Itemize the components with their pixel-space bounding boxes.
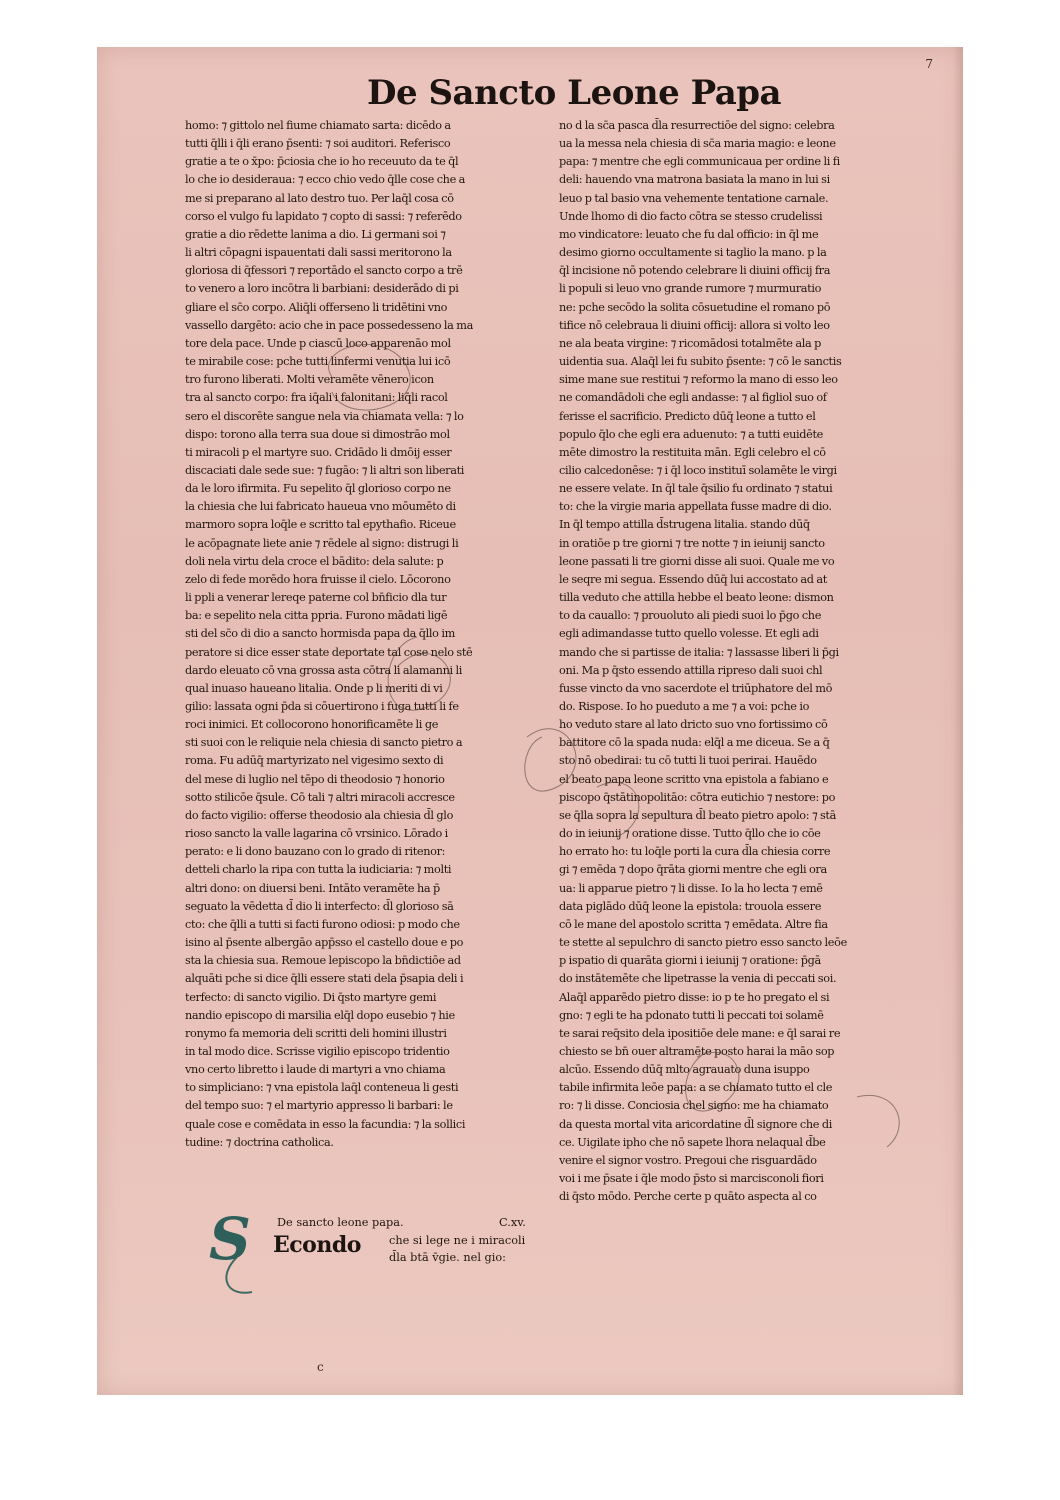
text-line: vno certo libretto i laude di martyri a vno chiama (185, 1063, 446, 1077)
text-line: gno: ⁊ egli te ha pdonato tutti li peccati toi solamē (559, 1008, 824, 1022)
chapter-number: C.xv. (499, 1216, 526, 1229)
text-line: p ispatio di quarāta giorni i ieiunij ⁊ oratione: p̄gā (559, 954, 821, 968)
text-line: to da cauallo: ⁊ prouoluto ali piedi suoi lo p̄go che (559, 609, 822, 623)
text-line: del tempo suo: ⁊ el martyrio appresso li barbari: le (185, 1099, 453, 1113)
text-line: tilla veduto che attilla hebbe el beato leone: dismon (559, 591, 834, 605)
text-line: peratore si dice esser state deportate tal cose nelo stē (185, 645, 473, 659)
text-line: mo vindicatore: leuato che fu dal officio: in q̄l me (559, 227, 819, 241)
text-line: q̄l incisione nō potendo celebrare li diuini officij fra (559, 264, 831, 278)
text-line: sto nō obedirai: tu cō tutti li tuoi perirai. Hauēdo (559, 754, 817, 768)
text-line: in oratiōe p tre giorni ⁊ tre notte ⁊ in ieiunij sancto (559, 536, 825, 550)
text-line: ronymo fa memoria deli scritti deli homini illustri (185, 1026, 447, 1040)
text-line: tra al sancto corpo: fra iq̄ali i falonitani: liq̄li racol (185, 391, 448, 405)
text-line: ro: ⁊ li disse. Conciosia chel signo: me ha chiamato (559, 1099, 829, 1113)
text-line: Alaq̄l apparēdo pietro disse: io p te ho pregato el si (559, 990, 830, 1004)
text-line: mando che si partisse de italia: ⁊ lassasse liberi li p̄gi (559, 645, 839, 659)
text-line: gratie a dio rēdette lanima a dio. Li germani soi ⁊ (185, 227, 446, 241)
text-line: ne essere velate. In q̄l tale q̄silio fu ordinato ⁊ statui (559, 482, 833, 496)
text-line: sti del sc̄o di dio a sancto hormisda papa da q̄llo im (185, 627, 455, 641)
text-line: rioso sancto la valle lagarina cō vrsinico. Lōrado i (185, 827, 448, 841)
text-line: le seqre mi segua. Essendo dūq̄ lui accostato ad at (559, 572, 827, 586)
text-line: te sarai req̄sito dela ipositiōe dele mane: e q̄l sarai re (559, 1026, 841, 1040)
text-line: do facto vigilio: offerse theodosio ala chiesia d̄l glo (185, 808, 454, 822)
text-line: alcūo. Essendo dūq̄ mlto agrauato duna isuppo (559, 1063, 810, 1077)
text-line: sta la chiesia sua. Remoue lepiscopo la bn̄dictiōe ad (185, 954, 461, 968)
chapter-heading (209, 1205, 549, 1294)
chapter-incipit-word: Econdo (273, 1232, 361, 1258)
text-line: el beato papa leone scritto vna epistola a fabiano e (559, 772, 829, 786)
text-line: leuo p tal basio vna vehemente tentatione carnale. (559, 191, 829, 205)
right-text-column (559, 117, 933, 1206)
decorated-initial: S (209, 1205, 251, 1273)
text-line: tudine: ⁊ doctrina catholica. (185, 1135, 334, 1149)
text-line: gratie a te o x̄po: p̄ciosia che io ho receuuto da te q̄l (185, 155, 459, 169)
text-line: sti suoi con le reliquie nela chiesia di sancto pietro a (185, 736, 463, 750)
text-line: quale cose e comēdata in esso la facundia: ⁊ la sollici (185, 1117, 466, 1131)
text-line: le acōpagnate liete anie ⁊ rēdele al signo: distrugi li (185, 536, 459, 550)
text-line: nandio episcopo di marsilia elq̄l dopo eusebio ⁊ hie (185, 1008, 455, 1022)
text-line: fusse vincto da vno sacerdote el triūphatore del mō (559, 681, 833, 695)
text-line: dispo: torono alla terra sua doue si dimostrāo mol (185, 427, 450, 441)
text-line: roci inimici. Et collocorono honorificamēte li ge (185, 718, 439, 732)
chapter-incipit-text (389, 1232, 525, 1266)
text-line: di q̄sto mōdo. Perche certe p quāto aspecta al co (559, 1190, 817, 1204)
text-line: tro furono liberati. Molti veramēte vēnero icon (185, 373, 434, 387)
text-line: li populi si leuo vno grande rumore ⁊ murmuratio (559, 282, 822, 296)
text-line: discaciati dale sede sue: ⁊ fugāo: ⁊ li altri son liberati (185, 463, 465, 477)
text-line: gliare el sc̄o corpo. Aliq̄li offerseno li tridētini vno (185, 300, 448, 314)
text-line: qual inuaso haueano litalia. Onde p li meriti di vi (185, 681, 443, 695)
text-line: gloriosa di q̄fessori ⁊ reportādo el sancto corpo a trē (185, 264, 463, 278)
text-line: to venero a loro incōtra li barbiani: desiderādo di pi (185, 282, 459, 296)
text-line: cilio calcedonēse: ⁊ i q̄l loco instituī solamēte le virgi (559, 463, 837, 477)
text-line: data piglādo dūq̄ leone la epistola: trouola essere (559, 899, 822, 913)
book-page (97, 47, 963, 1395)
text-line: tifice nō celebraua li diuini officij: allora si volto leo (559, 318, 830, 332)
text-line: da questa mortal vita aricordatine d̄l signore che di (559, 1117, 832, 1131)
text-line: vassello dargēto: acio che in pace possedesseno la ma (185, 318, 474, 332)
text-line: voi i me p̄sate i q̄le modo p̄sto si marcisconoli fiori (559, 1172, 824, 1186)
text-line: ne ala beata virgine: ⁊ ricomādosi totalmēte ala p (559, 336, 822, 350)
text-line: tutti q̄lli i q̄li erano p̄senti: ⁊ soi auditori. Referisco (185, 137, 451, 151)
text-line: sero el discorēte sangue nela via chiamata vella: ⁊ lo (185, 409, 464, 423)
text-line: venire el signor vostro. Pregoui che risguardādo (559, 1153, 817, 1167)
page-edge-shadow (953, 47, 963, 1395)
text-line: ho veduto stare al lato dricto suo vno fortissimo cō (559, 718, 828, 732)
text-line: ti miracoli p el martyre suo. Cridādo li dmōij esser (185, 445, 452, 459)
text-line: Unde lhomo di dio facto cōtra se stesso crudelissi (559, 209, 823, 223)
text-line: oni. Ma p q̄sto essendo attilla ripreso dali suoi chl (559, 663, 823, 677)
text-line: leone passati li tre giorni disse ali suoi. Quale me vo (559, 554, 835, 568)
incipit-line-2: d̄la btā v̄gie. nel gio: (389, 1251, 506, 1264)
text-line: cto: che q̄lli a tutti si facti furono odiosi: p modo che (185, 917, 460, 931)
text-line: gilio: lassata ogni p̄da si cōuertirono i fuga tutti li fe (185, 700, 459, 713)
text-line: seguato la vēdetta d̄ dio li interfecto: d̄l glorioso sā (185, 899, 454, 913)
text-line: homo: ⁊ gittolo nel fiume chiamato sarta: dicēdo a (185, 119, 451, 132)
text-line: zelo di fede morēdo hora fruisse il cielo. Lōcorono (185, 572, 451, 586)
text-line: papa: ⁊ mentre che egli communicaua per ordine li fi (559, 155, 840, 169)
text-line: do. Rispose. Io ho pueduto a me ⁊ a voi: pche io (559, 700, 810, 713)
text-line: ne: pche secōdo la solita cōsuetudine el romano pō (559, 300, 831, 314)
left-text-column (185, 117, 553, 1152)
text-line: me si preparano al lato destro tuo. Per laq̄l cosa cō (185, 191, 454, 205)
text-line: gi ⁊ emēda ⁊ dopo q̄rāta giorni mentre che egli ora (559, 863, 827, 877)
text-line: ba: e sepelito nela citta ppria. Furono mādati ligē (185, 609, 448, 623)
text-line: te stette al sepulchro di sancto pietro esso sancto leōe (559, 936, 847, 950)
text-line: li ppli a venerar lereqe paterne col bn̄ficio dla tur (185, 591, 447, 605)
text-line: deli: hauendo vna matrona basiata la mano in lui si (559, 173, 830, 187)
text-line: tore dela pace. Unde p ciascū loco apparenāo mol (185, 336, 451, 350)
text-line: alquāti pche si dice q̄lli essere stati dela p̄sapia deli i (185, 972, 464, 986)
text-line: ne comandādoli che egli andasse: ⁊ al figliol suo of (559, 391, 827, 405)
text-line: cō le mane del apostolo scritta ⁊ emēdata. Altre fia (559, 917, 828, 931)
text-line: ua la messa nela chiesia di sc̄a maria magio: e leone (559, 137, 836, 151)
text-line: mēte dimostro la restituita mān. Egli celebro el cō (559, 445, 826, 459)
text-line: terfecto: di sancto vigilio. Di q̄sto martyre gemi (185, 990, 437, 1004)
text-line: altri dono: on diuersi beni. Intāto veramēte ha p̄ (185, 881, 440, 895)
text-line: lo che io desideraua: ⁊ ecco chio vedo q̄lle cose che a (185, 173, 466, 187)
text-line: perato: e li dono bauzano con lo grado di ritenor: (185, 845, 446, 859)
text-line: la chiesia che lui fabricato haueua vno mōumēto di (185, 500, 456, 514)
text-line: se q̄lla sopra la sepultura d̄l beato pietro apolo: ⁊ stā (559, 808, 836, 822)
text-line: isino al p̄sente albergāo app̄sso el castello doue e po (185, 936, 464, 950)
text-line: corso el vulgo fu lapidato ⁊ copto di sassi: ⁊ referēdo (185, 209, 462, 223)
chapter-title: De sancto leone papa. (277, 1216, 404, 1229)
text-line: chiesto se bn̄ ouer altramēte posto harai la māo sop (559, 1044, 835, 1058)
page-title: De Sancto Leone Papa (367, 73, 782, 113)
text-line: populo q̄lo che egli era aduenuto: ⁊ a tutti euidēte (559, 427, 824, 441)
text-line: ferisse el sacrificio. Predicto dūq̄ leone a tutto el (559, 409, 816, 423)
text-line: sotto stilicōe q̄sule. Cō tali ⁊ altri miracoli accresce (185, 790, 455, 804)
text-line: do instātemēte che lipetrasse la venia di peccati soi. (559, 972, 837, 986)
text-line: to: che la virgie maria appellata fusse madre di dio. (559, 500, 832, 514)
text-line: sime mane sue restitui ⁊ reformo la mano di esso leo (559, 373, 838, 387)
incipit-line-1: che si lege ne i miracoli (389, 1234, 526, 1247)
text-line: In q̄l tempo attilla d̄strugena litalia. stando dūq̄ (559, 518, 810, 532)
text-line: li altri cōpagni ispauentati dali sassi meritorono la (185, 246, 452, 260)
text-line: piscopo q̄stātinopolitāo: cōtra eutichio ⁊ nestore: po (559, 790, 836, 804)
text-line: da le loro ifirmita. Fu sepelito q̄l glorioso corpo ne (185, 482, 451, 496)
text-line: ho errato ho: tu loq̄le porti la cura d̄la chiesia corre (559, 845, 831, 859)
text-line: in tal modo dice. Scrisse vigilio episcopo tridentio (185, 1044, 450, 1058)
text-line: detteli charlo la ripa con tutta la iudiciaria: ⁊ molti (185, 863, 452, 877)
text-line: roma. Fu adūq̄ martyrizato nel vigesimo sexto di (185, 754, 444, 768)
text-line: uidentia sua. Alaq̄l lei fu subito p̄sente: ⁊ cō le sanctis (559, 355, 842, 369)
text-line: battitore cō la spada nuda: elq̄l a me diceua. Se a q̄ (559, 736, 830, 750)
text-line: ua: li apparue pietro ⁊ li disse. Io la ho lecta ⁊ emē (559, 881, 823, 895)
text-line: tabile infirmita leōe papa: a se chiamato tutto el cle (559, 1081, 833, 1095)
text-line: del mese di luglio nel tēpo di theodosio ⁊ honorio (185, 772, 445, 786)
text-line: desimo giorno occultamente si taglio la mano. p la (559, 246, 827, 260)
folio-mark: 7 (925, 57, 933, 71)
text-line: doli nela virtu dela croce el bādito: dela salute: p (185, 554, 444, 568)
text-line: egli adimandasse tutto quello volesse. Et egli adi (559, 627, 819, 641)
text-line: no d la sc̄a pasca d̄la resurrectiōe del signo: celebra (559, 119, 835, 132)
text-line: dardo eleuato cō vna grossa asta cōtra li alamanni li (185, 663, 463, 677)
text-line: do in ieiunij ⁊ oratione disse. Tutto q̄llo che io cōe (559, 827, 821, 841)
text-line: marmoro sopra loq̄le e scritto tal epythafio. Riceue (185, 518, 456, 532)
text-line: to simpliciano: ⁊ vna epistola laq̄l conteneua li gesti (185, 1081, 459, 1095)
text-line: ce. Uigilate ipho che nō sapete lhora nelaqual d̄be (559, 1135, 826, 1149)
stray-ink-mark: c (317, 1360, 324, 1374)
text-line: te mirabile cose: pche tutti linfermi venutia lui icō (185, 355, 451, 369)
